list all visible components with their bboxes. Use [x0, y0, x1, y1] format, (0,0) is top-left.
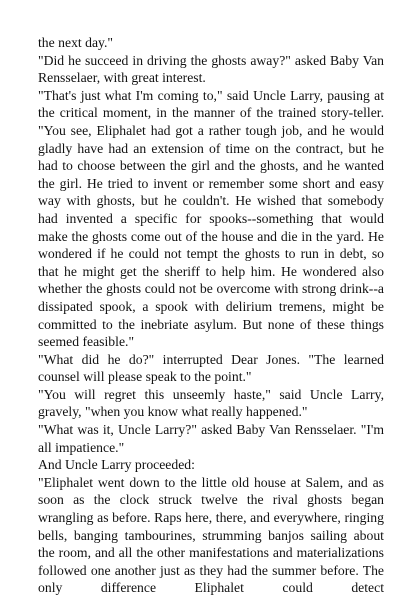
book-page — [38, 34, 384, 597]
paragraph-4: "What did he do?" interrupted Dear Jones. "The learned counsel will please speak to the point." — [38, 351, 384, 385]
paragraph-7: And Uncle Larry proceeded: — [38, 457, 195, 473]
paragraph-1: the next day." — [38, 35, 114, 50]
paragraph-8: "Eliphalet went down to the little old house at Salem, and as soon as the clock struck twelve the rival ghosts began wrangling as before. Raps here, there, and everywhere, ringing bells, banging tambourines, strumming banjos sailing about the room, and all the other manifestations and materializations followed one another just as they had the summer before. The only difference Eliphalet could detect — [38, 474, 384, 596]
paragraph-6: "What was it, Uncle Larry?" asked Baby Van Rensselaer. "I'm all impatience." — [38, 422, 384, 455]
paragraph-2: "Did he succeed in driving the ghosts away?" asked Baby Van Rensselaer, with great interest. — [38, 52, 384, 86]
paragraph-3: "That's just what I'm coming to," said Uncle Larry, pausing at the critical moment, in the manner of the trained story-teller. "You see, Eliphalet had got a rather tough job, and he would gladly have had an extension of time on the contract, but he had to choose between the girl and the ghosts, and he wanted the girl. He tried to invent or remember some short and easy way with ghosts, but he couldn't. He wished that somebody had invented a specific for spooks--something that would make the ghosts come out of the house and die in the yard. He wondered if he could not tempt the ghosts to run in debt, so that he might get the sheriff to help him. He wondered also whether the ghosts could not be overcome with strong drink--a dissipated spook, a spook with delirium tremens, might be committed to the inebriate asylum. But none of these things seemed feasible." — [38, 87, 384, 350]
paragraph-5: "You will regret this unseemly haste," said Uncle Larry, gravely, "when you know what really happened." — [38, 386, 384, 420]
